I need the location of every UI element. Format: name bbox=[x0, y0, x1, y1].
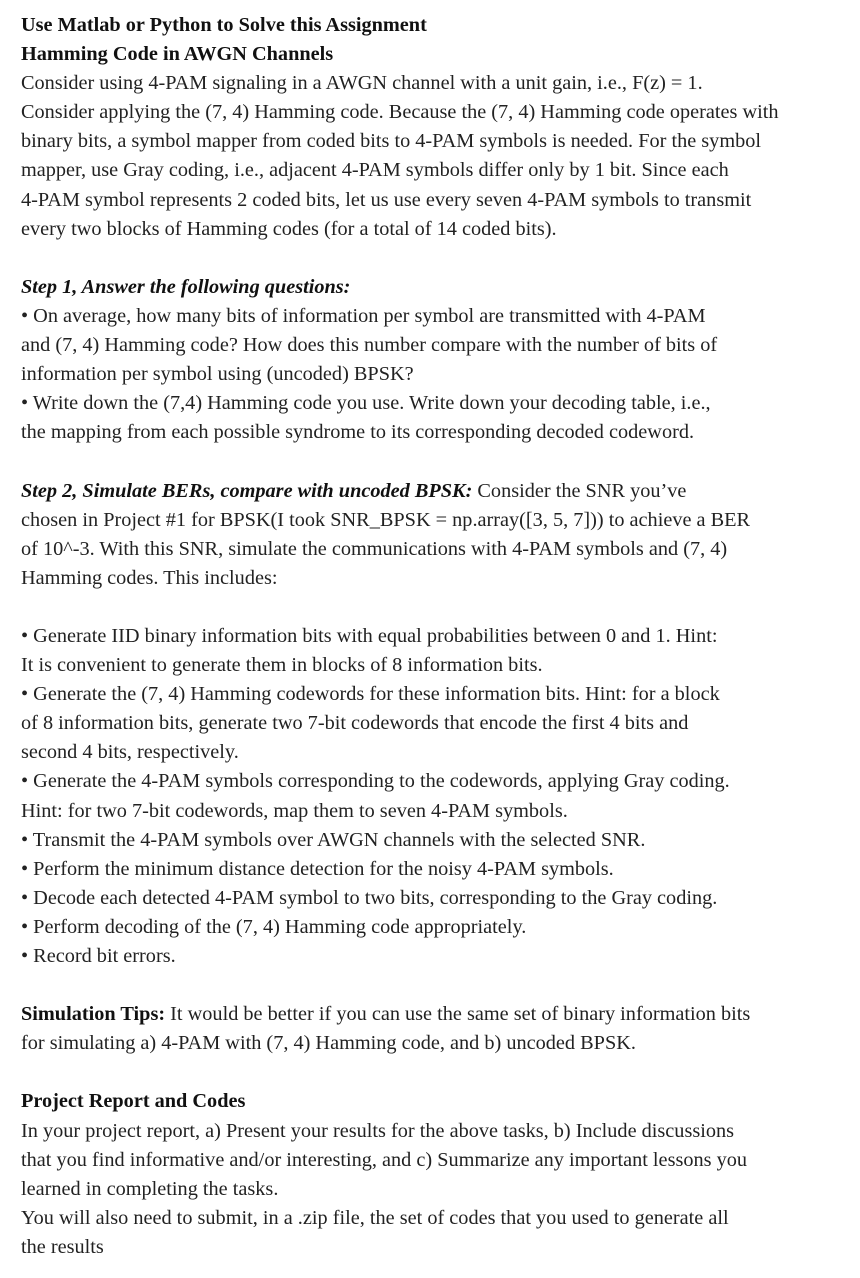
page-subtitle: Hamming Code in AWGN Channels bbox=[21, 43, 334, 66]
spacer bbox=[21, 447, 851, 476]
step2-section bbox=[21, 477, 851, 972]
tips-first-line bbox=[21, 1000, 851, 1029]
report-line: You will also need to submit, in a .zip file, the set of codes that you used to generate all bbox=[21, 1206, 729, 1229]
spacer bbox=[21, 971, 851, 1000]
intro-line: every two blocks of Hamming codes (for a total of 14 coded bits). bbox=[21, 217, 557, 240]
report-heading: Project Report and Codes bbox=[21, 1090, 246, 1113]
step2-line: of 10^-3. With this SNR, simulate the communications with 4-PAM symbols and (7, 4) bbox=[21, 537, 728, 560]
tips-heading: Simulation Tips: bbox=[21, 1003, 166, 1026]
step2-bullet-list bbox=[21, 622, 851, 971]
spacer bbox=[21, 593, 851, 622]
tips-section bbox=[21, 1000, 851, 1058]
step2-first-line-text: Consider the SNR you’ve bbox=[472, 479, 687, 502]
step2-line: chosen in Project #1 for BPSK(I took SNR_BPSK = np.array([3, 5, 7])) to achieve a BER bbox=[21, 508, 751, 531]
report-line: learned in completing the tasks. bbox=[21, 1177, 279, 1200]
step1-line: information per symbol using (uncoded) BPSK? bbox=[21, 363, 414, 386]
intro-line: Consider applying the (7, 4) Hamming code. Because the (7, 4) Hamming code operates with bbox=[21, 101, 779, 124]
intro-line: mapper, use Gray coding, i.e., adjacent 4-PAM symbols differ only by 1 bit. Since each bbox=[21, 159, 729, 182]
list-item: • Decode each detected 4-PAM symbol to two bits, corresponding to the Gray coding. bbox=[21, 886, 718, 909]
step2-first-line bbox=[21, 477, 851, 506]
tips-line: for simulating a) 4-PAM with (7, 4) Hamming code, and b) uncoded BPSK. bbox=[21, 1032, 636, 1055]
list-item: • Generate the (7, 4) Hamming codewords for these information bits. Hint: for a block bbox=[21, 683, 720, 706]
step2-line: Hamming codes. This includes: bbox=[21, 566, 278, 589]
list-item: • Perform decoding of the (7, 4) Hamming code appropriately. bbox=[21, 915, 527, 938]
list-item: second 4 bits, respectively. bbox=[21, 741, 239, 764]
step1-line: • Write down the (7,4) Hamming code you use. Write down your decoding table, i.e., bbox=[21, 392, 711, 415]
step2-heading: Step 2, Simulate BERs, compare with uncoded BPSK: bbox=[21, 479, 473, 502]
intro-line: binary bits, a symbol mapper from coded bits to 4-PAM symbols is needed. For the symbol bbox=[21, 130, 762, 153]
report-line: the results bbox=[21, 1235, 104, 1258]
page-title: Use Matlab or Python to Solve this Assignment bbox=[21, 14, 427, 36]
intro-line: Consider using 4-PAM signaling in a AWGN channel with a unit gain, i.e., F(z) = 1. bbox=[21, 72, 703, 95]
step1-heading: Step 1, Answer the following questions: bbox=[21, 275, 351, 298]
spacer bbox=[21, 244, 851, 273]
spacer bbox=[21, 1058, 851, 1087]
list-item: • Generate IID binary information bits with equal probabilities between 0 and 1. Hint: bbox=[21, 624, 718, 647]
list-item: • Record bit errors. bbox=[21, 945, 176, 967]
report-line: In your project report, a) Present your results for the above tasks, b) Include discussions bbox=[21, 1119, 735, 1142]
tips-first-line-text: It would be better if you can use the same set of binary information bits bbox=[165, 1003, 751, 1026]
report-line: that you find informative and/or interesting, and c) Summarize any important lessons you bbox=[21, 1148, 748, 1171]
list-item: • Generate the 4-PAM symbols corresponding to the codewords, applying Gray coding. bbox=[21, 770, 730, 793]
list-item: • Transmit the 4-PAM symbols over AWGN channels with the selected SNR. bbox=[21, 828, 646, 851]
list-item: of 8 information bits, generate two 7-bit codewords that encode the first 4 bits and bbox=[21, 712, 689, 735]
step1-line: • On average, how many bits of information per symbol are transmitted with 4-PAM bbox=[21, 304, 706, 327]
list-item: Hint: for two 7-bit codewords, map them to seven 4-PAM symbols. bbox=[21, 799, 568, 822]
intro-paragraph bbox=[21, 69, 851, 244]
step1-line: and (7, 4) Hamming code? How does this number compare with the number of bits of bbox=[21, 334, 718, 357]
intro-line: 4-PAM symbol represents 2 coded bits, let us use every seven 4-PAM symbols to transmit bbox=[21, 188, 752, 211]
list-item: It is convenient to generate them in blocks of 8 information bits. bbox=[21, 654, 543, 677]
assignment-document bbox=[21, 11, 851, 1262]
step1-line: the mapping from each possible syndrome to its corresponding decoded codeword. bbox=[21, 421, 695, 444]
report-section bbox=[21, 1087, 851, 1262]
list-item: • Perform the minimum distance detection for the noisy 4-PAM symbols. bbox=[21, 857, 614, 880]
step1-section bbox=[21, 273, 851, 448]
